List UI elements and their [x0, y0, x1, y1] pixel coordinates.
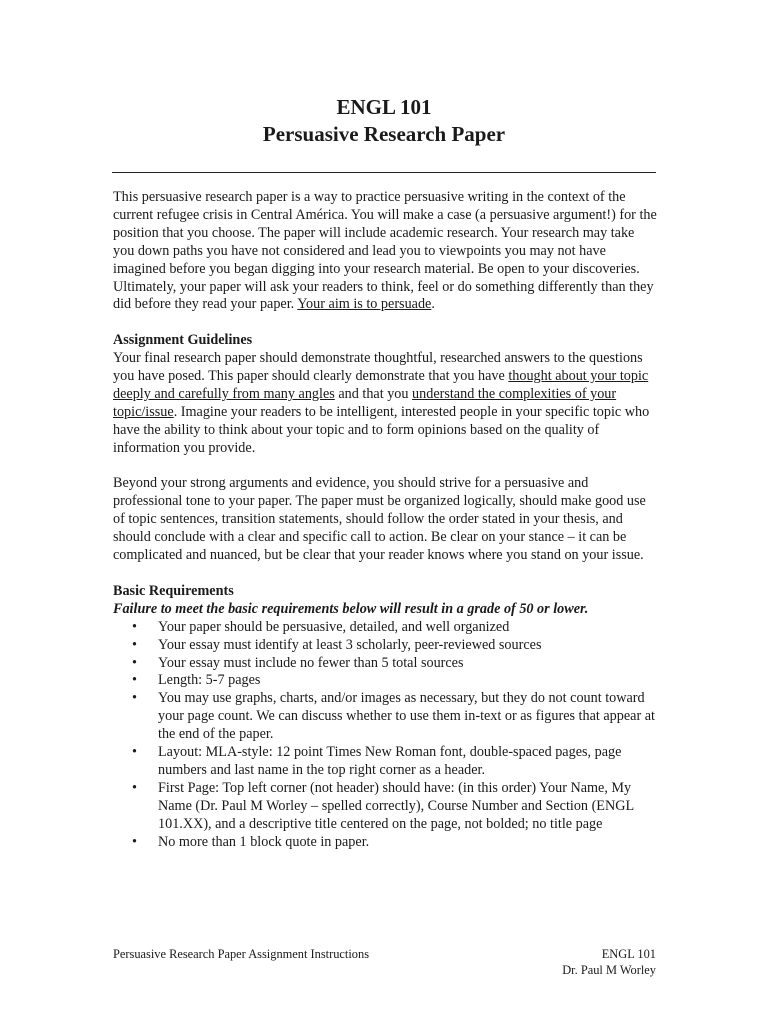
guidelines-text-c: . Imagine your readers to be intelligent, interested people in your specific topic who have the ability to think about your topic and to form opinions based on the quality of information you provide. — [113, 403, 650, 456]
list-item: • Length: 5-7 pages — [132, 672, 261, 689]
requirements-warning: Failure to meet the basic requirements below will result in a grade of 50 or lower. — [113, 600, 589, 617]
footer-doc-label: Persuasive Research Paper Assignment Instructions — [113, 947, 370, 961]
course-heading: ENGL 101 — [336, 95, 432, 119]
guidelines-text-b: and that you — [334, 385, 413, 402]
guidelines-emphasis-2: understand the complexities of your topic/issue — [113, 385, 617, 420]
guidelines-emphasis-1: thought about your topic deeply and carefully from many angles — [113, 368, 649, 402]
footer-course: ENGL 101 — [601, 947, 656, 961]
guidelines-text-a: Your final research paper should demonstrate thoughtful, researched answers to the questions you have posed. This paper should clearly demonstrate that you have — [113, 350, 643, 385]
footer-instructor: Dr. Paul M Worley — [562, 963, 656, 977]
requirements-list — [113, 619, 658, 852]
guidelines-heading: Assignment Guidelines — [113, 332, 253, 349]
footer-course-info — [562, 946, 656, 978]
title-divider — [112, 172, 656, 173]
guidelines-paragraph-2: Beyond your strong arguments and evidence, you should strive for a persuasive and professional tone to your paper. The paper must be organized logically, should make good use of topic sentences, transition statements, should follow the order stated in your thesis, and should conclude with a clear and specific call to action. Be clear on your stance – it can be complicated and nuanced, but be clear that your reader knows where you stand on your issue. — [113, 475, 646, 564]
list-item: • You may use graphs, charts, and/or images as necessary, but they do not count toward your page count. We can discuss whether to use them in-text or as figures that appear at the end of the paper. — [132, 690, 655, 743]
list-item: • No more than 1 block quote in paper. — [132, 833, 370, 850]
list-item: • Your paper should be persuasive, detailed, and well organized — [132, 618, 510, 635]
list-item: • Your essay must include no fewer than 5 total sources — [132, 654, 464, 671]
requirements-heading: Basic Requirements — [113, 582, 234, 599]
intro-paragraph — [113, 189, 658, 314]
bullet-icon: • — [132, 690, 137, 707]
guidelines-paragraph-1 — [113, 350, 658, 457]
list-item: • First Page: Top left corner (not header) should have: (in this order) Your Name, My Name (Dr. Paul M Worley – spelled correctly), Course Number and Section (ENGL 101.XX), and a descriptive title centered on the page, not bolded; no title page — [132, 779, 634, 832]
bullet-icon: • — [132, 744, 137, 761]
bullet-icon: • — [132, 779, 137, 796]
bullet-icon: • — [132, 833, 137, 850]
document-body — [113, 189, 658, 851]
list-item: • Layout: MLA-style: 12 point Times New Roman font, double-spaced pages, page numbers and last name in the top right corner as a header. — [132, 744, 622, 778]
bullet-icon: • — [132, 654, 137, 671]
bullet-icon: • — [132, 618, 137, 635]
intro-end: . — [431, 296, 435, 313]
intro-emphasis: Your aim is to persuade — [297, 296, 432, 313]
intro-text: This persuasive research paper is a way to practice persuasive writing in the context of the current refugee crisis in Central América. You will make a case (a persuasive argument!) for the position that you choose. The paper will include academic research. Your research may take you down paths you have not considered and lead you to viewpoints you may not have imagined before you began digging into your research material. Be open to your discoveries. Ultimately, your paper will ask your readers to think, feel or do something differently than they did before they read your paper. — [113, 189, 657, 313]
bullet-icon: • — [132, 672, 137, 689]
document-title: Persuasive Research Paper — [262, 122, 506, 146]
bullet-icon: • — [132, 636, 137, 653]
list-item: • Your essay must identify at least 3 scholarly, peer-reviewed sources — [132, 636, 542, 653]
